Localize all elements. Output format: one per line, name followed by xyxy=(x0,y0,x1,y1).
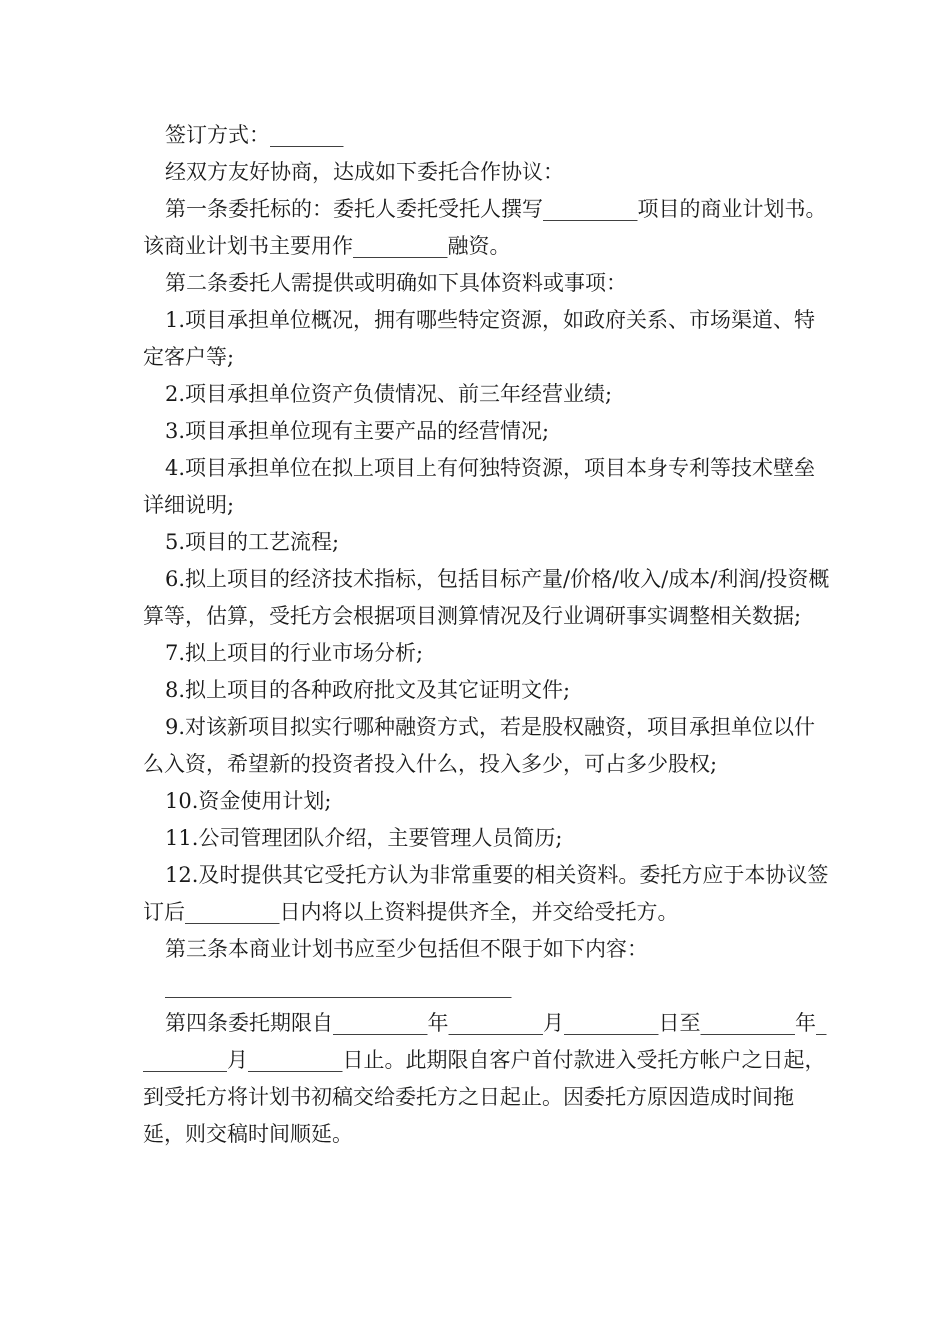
list-item-2: 2.项目承担单位资产负债情况、前三年经营业绩; xyxy=(165,382,613,406)
document-body xyxy=(143,117,833,1153)
list-item-3: 3.项目承担单位现有主要产品的经营情况; xyxy=(165,419,550,443)
list-item-9: 9.对该新项目拟实行哪种融资方式，若是股权融资，项目承担单位以什么入资，希望新的投资者投入什么，投入多少，可占多少股权; xyxy=(143,715,816,776)
list-item-1: 1.项目承担单位概况，拥有哪些特定资源，如政府关系、市场渠道、特定客户等; xyxy=(143,308,816,369)
signing-method-paragraph: 签订方式：_______ xyxy=(165,123,344,147)
list-item-5: 5.项目的工艺流程; xyxy=(165,530,340,554)
article-1-paragraph: 第一条委托标的：委托人委托受托人撰写_________项目的商业计划书。该商业计划书主要用作_________融资。 xyxy=(143,197,827,258)
list-item-10: 10.资金使用计划; xyxy=(165,789,332,813)
article-4-paragraph: 第四条委托期限自_________年_________月_________日至_________年_________月_________日止。此期限自客户首付款进入受托方帐户之日起，到受托方将计划书初稿交给委托方之日起止。因委托方原因造成时间拖延，则交稿时间顺延。 xyxy=(143,1011,827,1146)
agreement-intro-paragraph: 经双方友好协商，达成如下委托合作协议： xyxy=(165,160,564,184)
article-3-blank-line: _________________________________ xyxy=(165,974,512,998)
article-2-paragraph: 第二条委托人需提供或明确如下具体资料或事项： xyxy=(165,271,627,295)
list-item-12: 12.及时提供其它受托方认为非常重要的相关资料。委托方应于本协议签订后_________日内将以上资料提供齐全，并交给受托方。 xyxy=(143,863,829,924)
list-item-11: 11.公司管理团队介绍，主要管理人员简历; xyxy=(165,826,563,850)
list-item-7: 7.拟上项目的行业市场分析; xyxy=(165,641,424,665)
list-item-4: 4.项目承担单位在拟上项目上有何独特资源，项目本身专利等技术壁垒详细说明; xyxy=(143,456,816,517)
list-item-8: 8.拟上项目的各种政府批文及其它证明文件; xyxy=(165,678,571,702)
article-3-paragraph: 第三条本商业计划书应至少包括但不限于如下内容： xyxy=(165,937,648,961)
list-item-6: 6.拟上项目的经济技术指标，包括目标产量/价格/收入/成本/利润/投资概算等，估算，受托方会根据项目测算情况及行业调研事实调整相关数据; xyxy=(143,567,830,628)
